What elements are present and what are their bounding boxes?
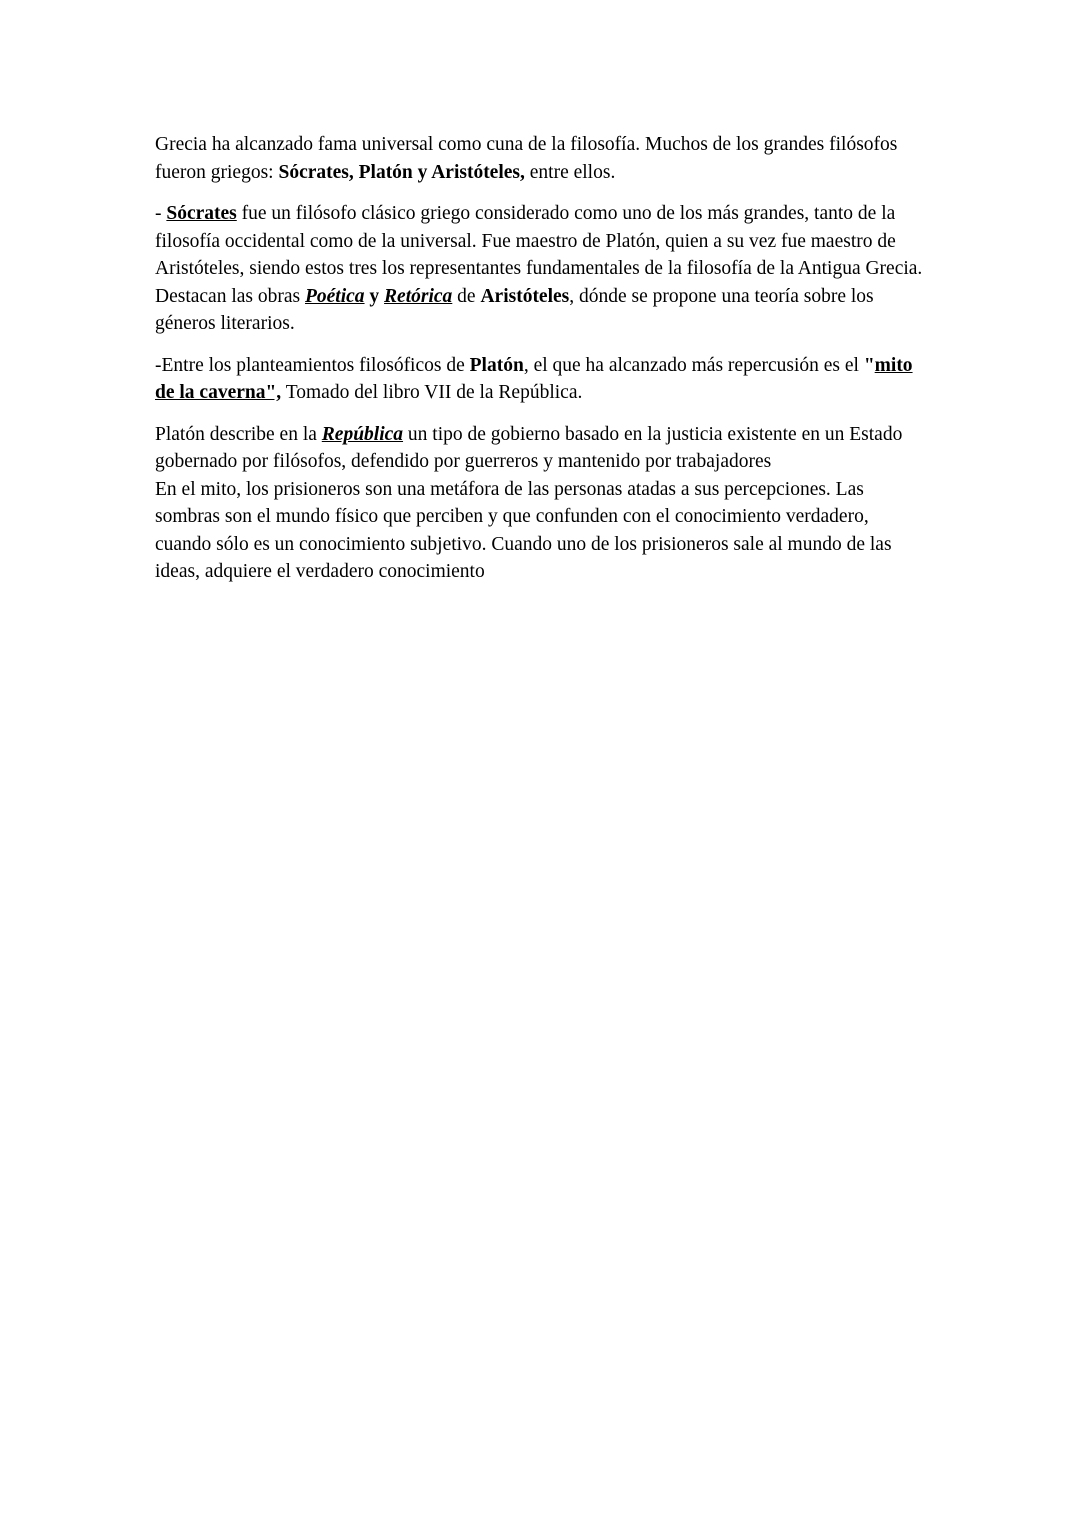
document-paragraph bbox=[155, 352, 927, 407]
text-run: - bbox=[155, 203, 167, 224]
document-paragraph bbox=[155, 131, 927, 186]
text-run: , el que ha alcanzado más repercusión es el bbox=[523, 354, 864, 376]
text-run: y bbox=[364, 285, 385, 307]
text-run: En el mito, los prisioneros son una metáfora de las personas atadas a sus percepciones. Las sombras son el mundo físico que perciben y que confunden con el conocimiento verdadero, cuando sólo es un conocimiento subjetivo. Cuando uno de los prisioneros sale al mundo de las ideas, adquiere el verdadero conocimiento bbox=[155, 478, 892, 582]
text-run: República bbox=[321, 423, 404, 445]
text-run: mito de la caverna", bbox=[155, 354, 913, 403]
text-run: Grecia ha alcanzado fama universal como cuna de la filosofía. Muchos de los grandes filósofos fueron griegos: bbox=[155, 134, 898, 183]
text-run: , dónde se propone una teoría sobre los géneros literarios. bbox=[155, 285, 874, 334]
text-run: " bbox=[863, 354, 875, 376]
document-content bbox=[155, 131, 927, 600]
text-run: Tomado del libro VII de la República. bbox=[281, 382, 583, 403]
text-run: fue un filósofo clásico griego considerado como uno de los más grandes, tanto de la filosofía occidental como de la universal. Fue maestro de Platón, quien a su vez fue maestro de Aristóteles, siendo estos tres los representantes fundamentales de la filosofía de la Antigua Grecia. Destacan las obras bbox=[155, 203, 923, 307]
document-paragraph bbox=[155, 421, 927, 586]
text-run: Poética bbox=[304, 285, 365, 307]
text-run: Retórica bbox=[384, 285, 453, 307]
text-run: Sócrates bbox=[166, 203, 237, 224]
text-run: de bbox=[452, 285, 481, 307]
text-run: entre ellos. bbox=[524, 161, 616, 183]
text-run: un tipo de gobierno basado en la justicia existente en un Estado gobernado por filósofos, defendido por guerreros y mantenido por trabajadores bbox=[155, 423, 903, 472]
document-paragraph bbox=[155, 200, 927, 338]
text-run: -Entre los planteamientos filosóficos de bbox=[155, 354, 470, 376]
text-run: Sócrates, Platón y Aristóteles, bbox=[278, 161, 525, 183]
text-run: Platón bbox=[469, 354, 524, 376]
text-run: Aristóteles bbox=[480, 285, 570, 307]
text-run: Platón describe en la bbox=[155, 423, 322, 445]
